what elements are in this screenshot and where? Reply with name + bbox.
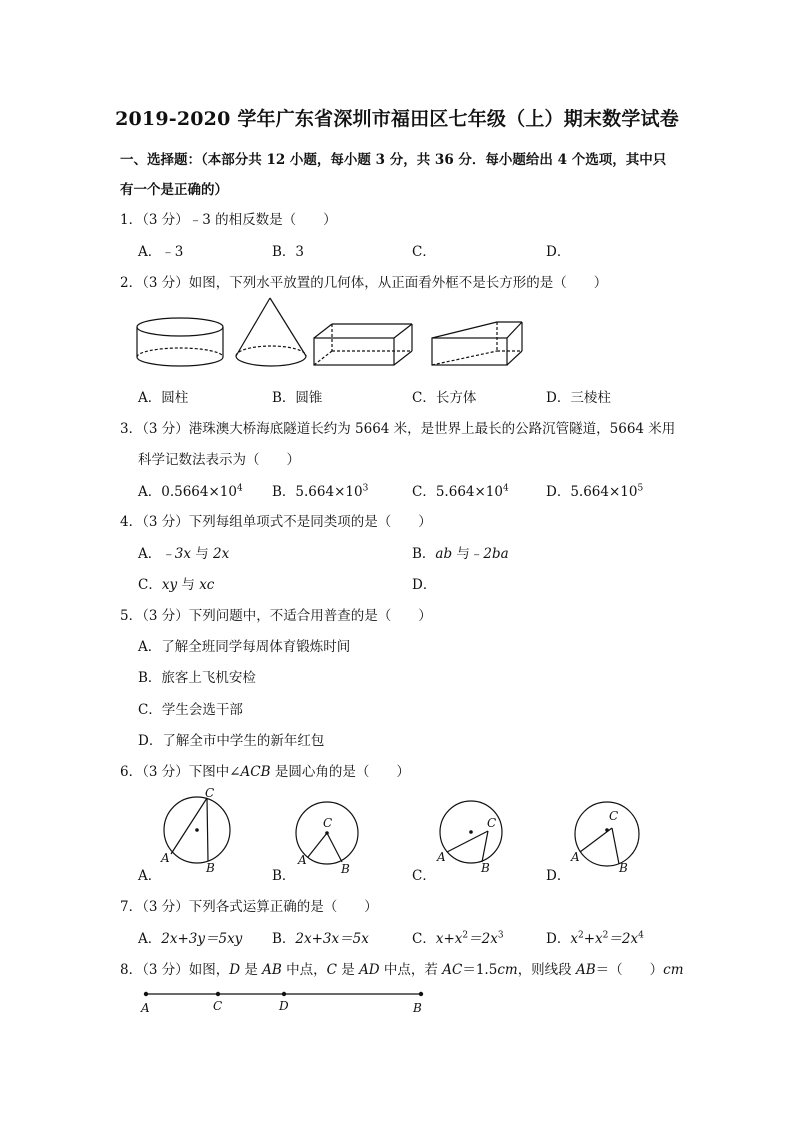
- q5-option-a: A．了解全班同学每周体育锻炼时间: [138, 639, 351, 655]
- q6-option-d: D．: [546, 868, 571, 884]
- q6-option-b: B．: [272, 868, 296, 884]
- label-b-2: B: [341, 862, 350, 876]
- q4-option-b: B．ab 与﹣2ba: [412, 546, 509, 562]
- label-b-1: B: [206, 861, 215, 875]
- q7-option-a: A．2x+3y＝5xy: [138, 931, 243, 947]
- q3-option-a: A．$0.5664\times 10^4$: [138, 483, 243, 500]
- q3-option-b: B．$5.664\times 10^3$: [272, 483, 369, 500]
- label-a-3: A: [437, 850, 446, 864]
- label-c-1: C: [205, 786, 215, 800]
- segment-label-c: C: [213, 999, 223, 1013]
- point-b: [419, 992, 423, 996]
- section-header-line1: 一、选择题：（本部分共 12 小题，每小题 3 分，共 36 分．每小题给出 4 个选项，其中只: [120, 152, 667, 168]
- q4-option-d: D．: [412, 577, 437, 593]
- q4-option-a: A．﹣3x 与 2x: [138, 546, 230, 562]
- q1-stem: 1．（3 分）﹣3 的相反数是（ ）: [120, 212, 337, 228]
- label-b-4: B: [619, 861, 628, 875]
- segment-label-d: D: [279, 999, 289, 1013]
- q5-option-c: C．学生会选干部: [138, 702, 243, 718]
- q5-stem: 5．（3 分）下列问题中，不适合用普查的是（ ）: [120, 608, 432, 624]
- q7-option-b: B．2x+3x＝5x: [272, 931, 369, 947]
- q3-stem-line2: 科学记数法表示为（ ）: [138, 452, 300, 468]
- q2-option-c: C．长方体: [412, 390, 477, 406]
- q7-option-c: C．$x+x^2=2x^3$: [412, 930, 504, 947]
- point-c: [216, 992, 220, 996]
- q2-option-d: D．三棱柱: [546, 390, 611, 406]
- q4-stem: 4．（3 分）下列每组单项式不是同类项的是（ ）: [120, 514, 432, 530]
- segment-label-a: A: [141, 1001, 150, 1015]
- q1-option-c: C．: [412, 244, 436, 260]
- q6-option-c: C．: [412, 868, 436, 884]
- segment-label-b: B: [413, 1001, 422, 1015]
- q6-option-a: A．: [138, 868, 162, 884]
- label-c-4: C: [609, 809, 619, 823]
- page-title: 2019-2020 学年广东省深圳市福田区七年级（上）期末数学试卷: [115, 108, 679, 130]
- q2-stem: 2．（3 分）如图，下列水平放置的几何体，从正面看外框不是长方形的是（ ）: [120, 275, 608, 291]
- q2-option-b: B．圆锥: [272, 390, 323, 406]
- label-a-4: A: [571, 850, 580, 864]
- label-c-2: C: [323, 816, 333, 830]
- q3-stem-line1: 3．（3 分）港珠澳大桥海底隧道长约为 5664 米，是世界上最长的公路沉管隧道，5664 米用: [120, 421, 676, 437]
- label-c-3: C: [487, 816, 497, 830]
- point-a: [144, 992, 148, 996]
- point-d: [282, 992, 286, 996]
- q1-option-b: B．3: [272, 244, 305, 260]
- q1-option-a: A．﹣3: [138, 244, 184, 260]
- q8-stem: 8．（3 分）如图，D 是 AB 中点，C 是 AD 中点，若 AC＝1.5cm，则线段 AB＝（ ）cm: [120, 962, 684, 978]
- q7-option-d: D．$x^2+x^2=2x^4$: [546, 930, 644, 947]
- section-header-line2: 有一个是正确的）: [120, 182, 228, 198]
- label-a-2: A: [298, 853, 307, 867]
- label-a-1: A: [161, 851, 170, 865]
- q5-option-b: B．旅客上飞机安检: [138, 670, 256, 686]
- q2-option-a: A．圆柱: [138, 390, 189, 406]
- q7-stem: 7．（3 分）下列各式运算正确的是（ ）: [120, 899, 378, 915]
- q1-option-d: D．: [546, 244, 571, 260]
- q3-option-c: C．$5.664\times 10^4$: [412, 483, 509, 500]
- q6-stem: 6．（3 分）下图中∠ACB 是圆心角的是（ ）: [120, 764, 410, 780]
- q3-option-d: D．$5.664\times 10^5$: [546, 483, 644, 500]
- q5-option-d: D．了解全市中学生的新年红包: [138, 733, 325, 749]
- label-b-3: B: [481, 861, 490, 875]
- q4-option-c: C．xy 与 xc: [138, 577, 215, 593]
